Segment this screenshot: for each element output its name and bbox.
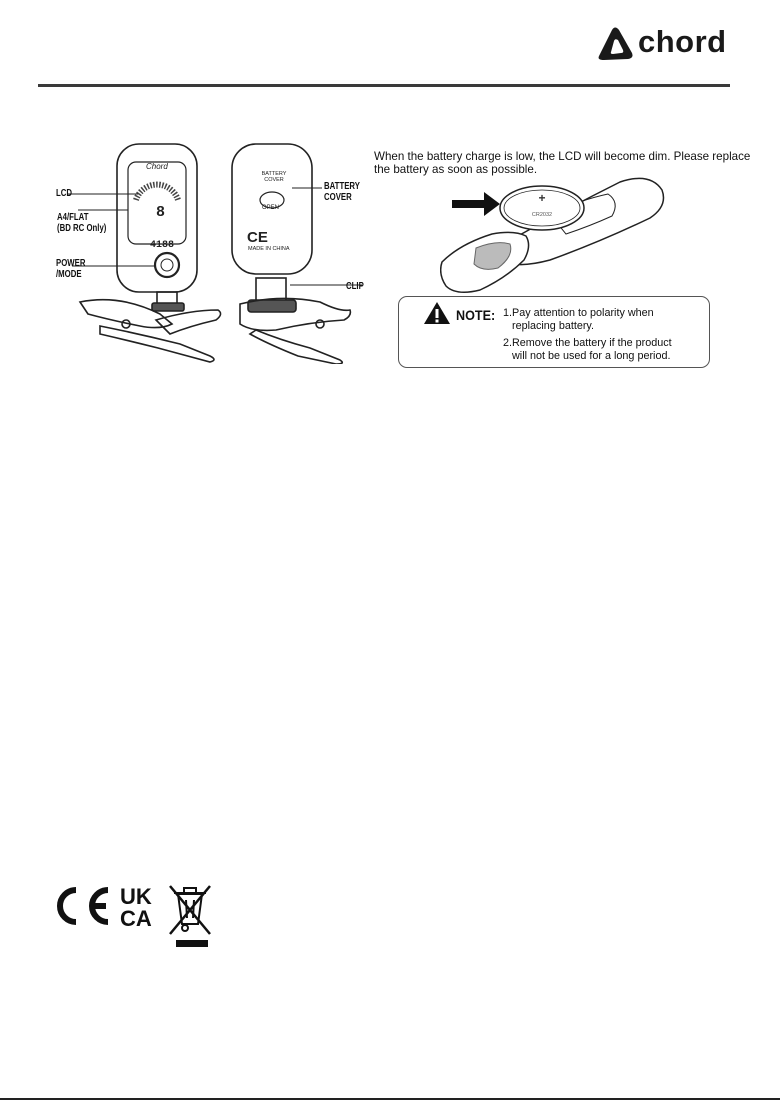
label-power-mode: POWER /MODE xyxy=(56,258,86,280)
weee-bin-icon xyxy=(170,886,210,934)
label-battery-cover: BATTERY COVER xyxy=(324,181,360,203)
footer-rule xyxy=(0,1098,780,1100)
warning-icon xyxy=(423,301,451,325)
label-a4-flat: A4/FLAT (BD RC Only) xyxy=(57,212,107,234)
compliance-marks-svg xyxy=(52,884,222,954)
tuner-figure xyxy=(40,134,370,364)
label-clip: CLIP xyxy=(346,281,364,292)
chord-logo xyxy=(594,22,734,68)
tuner-display-frame xyxy=(128,162,186,244)
battery-replacement-figure xyxy=(440,172,670,296)
compliance-marks xyxy=(52,884,222,954)
note-item-2-line-1: 2.Remove the battery if the product xyxy=(503,337,672,349)
svg-text:CA: CA xyxy=(120,906,152,931)
coin-cell-label: CR2032 xyxy=(531,212,553,218)
note-label: NOTE: xyxy=(456,307,496,323)
header-divider xyxy=(38,84,730,87)
back-open-text: OPEN xyxy=(262,205,280,211)
display-digit: 8 xyxy=(156,204,166,221)
back-ce-mark: CE xyxy=(247,229,268,246)
ukca-mark-icon xyxy=(120,884,152,931)
chord-logo-icon xyxy=(594,22,638,66)
brand-wordmark: chord xyxy=(638,24,727,59)
display-readout: 4188 xyxy=(150,240,175,251)
note-item-1-line-1: 1.Pay attention to polarity when xyxy=(503,307,654,319)
battery-instruction: When the battery charge is low, the LCD will become dim. Please replace the battery as soon as possible. xyxy=(374,150,751,176)
svg-text:+: + xyxy=(538,191,546,205)
insert-arrow-icon xyxy=(452,192,500,216)
note-item-1-line-2: replacing battery. xyxy=(512,320,595,332)
power-button xyxy=(155,253,179,277)
weee-bar xyxy=(176,940,208,947)
device-brand-mark: Chord xyxy=(146,162,168,171)
label-lcd: LCD xyxy=(56,188,73,199)
svg-text:UK: UK xyxy=(120,884,152,909)
back-cover-text: BATTERY COVER xyxy=(261,171,287,183)
note-item-2-line-2: will not be used for a long period. xyxy=(512,350,671,362)
ce-mark-icon xyxy=(60,890,108,922)
back-made-in: MADE IN CHINA xyxy=(248,246,290,252)
